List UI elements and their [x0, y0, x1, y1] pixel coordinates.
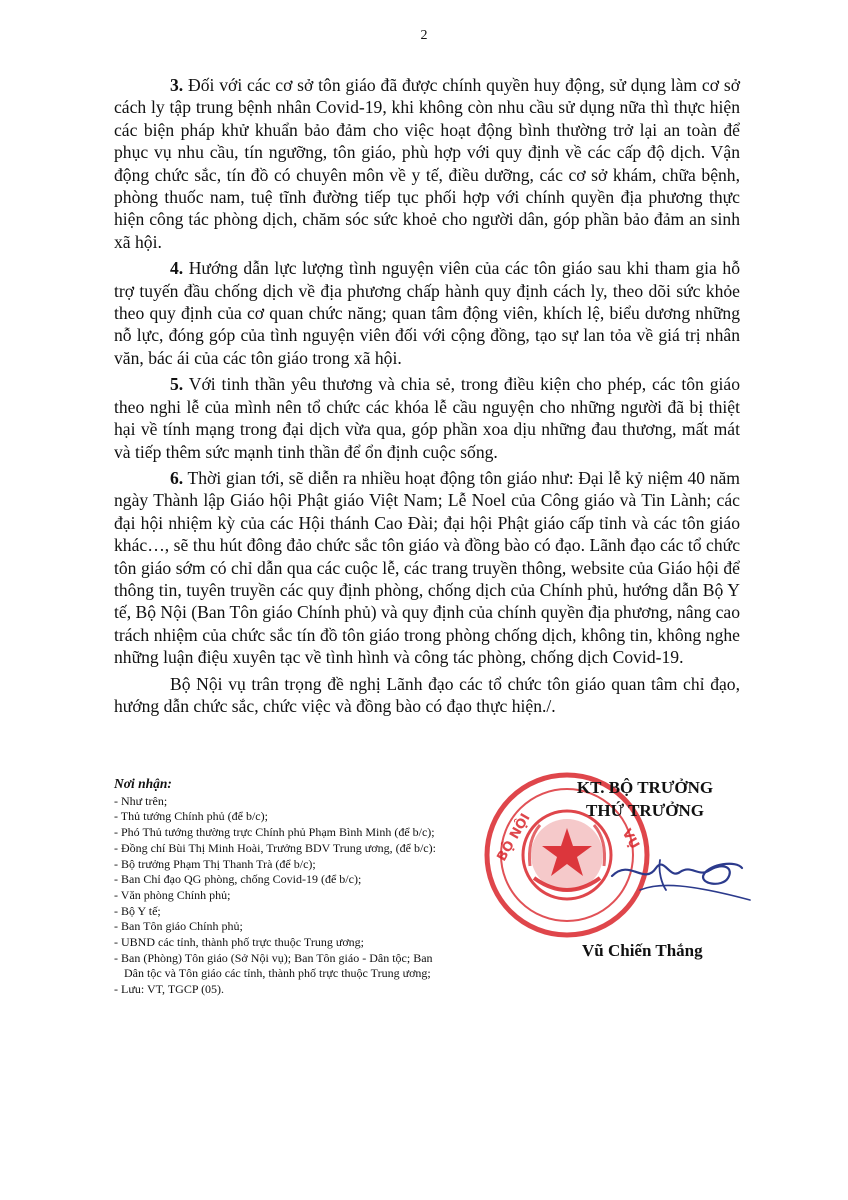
recipient-item: - Bộ Y tế;	[114, 903, 161, 918]
recipients-title: Nơi nhận:	[114, 776, 172, 791]
recipient-item: - Bộ trưởng Phạm Thị Thanh Trà (để b/c);	[114, 856, 316, 871]
paragraph-text: Với tinh thần yêu thương và chia sẻ, trong điều kiện cho phép, các tôn giáo theo nghi lễ của mình nên tổ chức các khóa lễ cầu nguyện cho những người đã bị thiệt hại về tính mạng trong đại dịch vừa qua, góp phần xoa dịu những đau thương, mất mát và tiếp thêm sức mạnh tinh thần để ổn định cuộc sống.	[114, 374, 740, 462]
recipient-item: - Ban Chỉ đạo QG phòng, chống Covid-19 (để b/c);	[114, 872, 362, 887]
recipient-item: - Ban Tôn giáo Chính phủ;	[114, 919, 243, 934]
document-body	[114, 74, 740, 721]
recipient-item-continuation: Dân tộc và Tôn giáo các tỉnh, thành phố trực thuộc Trung ương;	[124, 966, 431, 981]
paragraph-number: 4.	[170, 258, 184, 279]
paragraph-text: Hướng dẫn lực lượng tình nguyện viên của các tôn giáo sau khi tham gia hỗ trợ tuyến đầu chống dịch về địa phương chấp hành quy định cách ly, theo dõi sức khỏe theo quy định của cơ quan chức năng; quan tâm động viên, khích lệ, biểu dương những nỗ lực, đóng góp của tình nguyện viên đối với cộng đồng, tạo sự lan tỏa về giá trị nhân văn, bác ái của các tôn giáo trong xã hội.	[114, 258, 740, 368]
signature-position: THỨ TRƯỞNG	[586, 801, 704, 820]
handwritten-signature-icon	[600, 838, 760, 918]
page-number: 2	[420, 28, 428, 43]
paragraph-text: Thời gian tới, sẽ diễn ra nhiều hoạt động tôn giáo như: Đại lễ kỷ niệm 40 năm ngày Thành lập Giáo hội Phật giáo Việt Nam; Lễ Noel của Công giáo và Tin Lành; các đại hội nhiệm kỳ của các Hội thánh Cao Đài; đại hội Phật giáo cấp tỉnh và các tôn giáo khác…, sẽ thu hút đông đảo chức sắc tôn giáo và đồng bào có đạo. Lãnh đạo các tổ chức tôn giáo sớm có chỉ dẫn qua các cuộc lễ, các trang truyền thông, website của Giáo hội để thông tin, tuyên truyền các quy định phòng, chống dịch của Chính phủ, hướng dẫn Bộ Y tế, Bộ Nội (Ban Tôn giáo Chính phủ) và quy định của chính quyền địa phương, nâng cao trách nhiệm của chức sắc tín đồ tôn giáo trong phòng chống dịch, không tin, không nghe những luận điệu xuyên tạc về tình hình và công tác phòng, chống dịch Covid-19.	[114, 467, 740, 668]
paragraph-6	[114, 467, 740, 669]
closing-paragraph: Bộ Nội vụ trân trọng đề nghị Lãnh đạo các tổ chức tôn giáo quan tâm chỉ đạo, hướng dẫn chức sắc, chức việc và đồng bào có đạo thực hiện./.	[114, 673, 740, 716]
signature-title: KT. BỘ TRƯỞNG	[576, 778, 714, 797]
recipient-item: - Lưu: VT, TGCP (05).	[114, 982, 225, 997]
svg-text:BỘ NỘI: BỘ NỘI	[494, 811, 534, 864]
recipient-item: - Ban (Phòng) Tôn giáo (Sở Nội vụ); Ban Tôn giáo - Dân tộc; Ban	[114, 950, 433, 965]
recipient-item: - Đồng chí Bùi Thị Minh Hoài, Trưởng BDV Trung ương, (để b/c):	[114, 840, 436, 855]
paragraph-number: 5.	[170, 374, 184, 395]
recipient-item: - Văn phòng Chính phủ;	[114, 887, 231, 902]
paragraph-4	[114, 257, 740, 369]
recipients-block	[114, 776, 534, 998]
paragraph-text: Đối với các cơ sở tôn giáo đã được chính quyền huy động, sử dụng làm cơ sở cách ly tập trung bệnh nhân Covid-19, khi không còn nhu cầu sử dụng nữa thì thực hiện các biện pháp khử khuẩn bảo đảm cho việc hoạt động bình thường trở lại an toàn để phục vụ nhu cầu, tín ngưỡng, tôn giáo, phù hợp với quy định về các cấp độ dịch. Vận động chức sắc, tín đồ có chuyên môn về y tế, điều dưỡng, các cơ sở khám, chữa bệnh, phòng thuốc nam, tuệ tĩnh đường tiếp tục phối hợp với chính quyền địa phương thực hiện công tác phòng dịch, chăm sóc sức khoẻ cho người dân, góp phần bảo đảm an sinh xã hội.	[114, 75, 740, 252]
paragraph-number: 6.	[170, 467, 184, 488]
paragraph-5	[114, 373, 740, 463]
signer-name: Vũ Chiến Thắng	[582, 941, 703, 960]
recipient-item: - Phó Thủ tướng thường trực Chính phủ Phạm Bình Minh (để b/c);	[114, 825, 435, 840]
svg-text:VỤ: VỤ	[618, 826, 642, 852]
recipient-item: - UBND các tỉnh, thành phố trực thuộc Trung ương;	[114, 935, 364, 950]
paragraph-3	[114, 74, 740, 253]
recipient-item: - Thủ tướng Chính phủ (để b/c);	[114, 809, 268, 824]
paragraph-number: 3.	[170, 75, 184, 95]
recipient-item: - Như trên;	[114, 793, 168, 808]
